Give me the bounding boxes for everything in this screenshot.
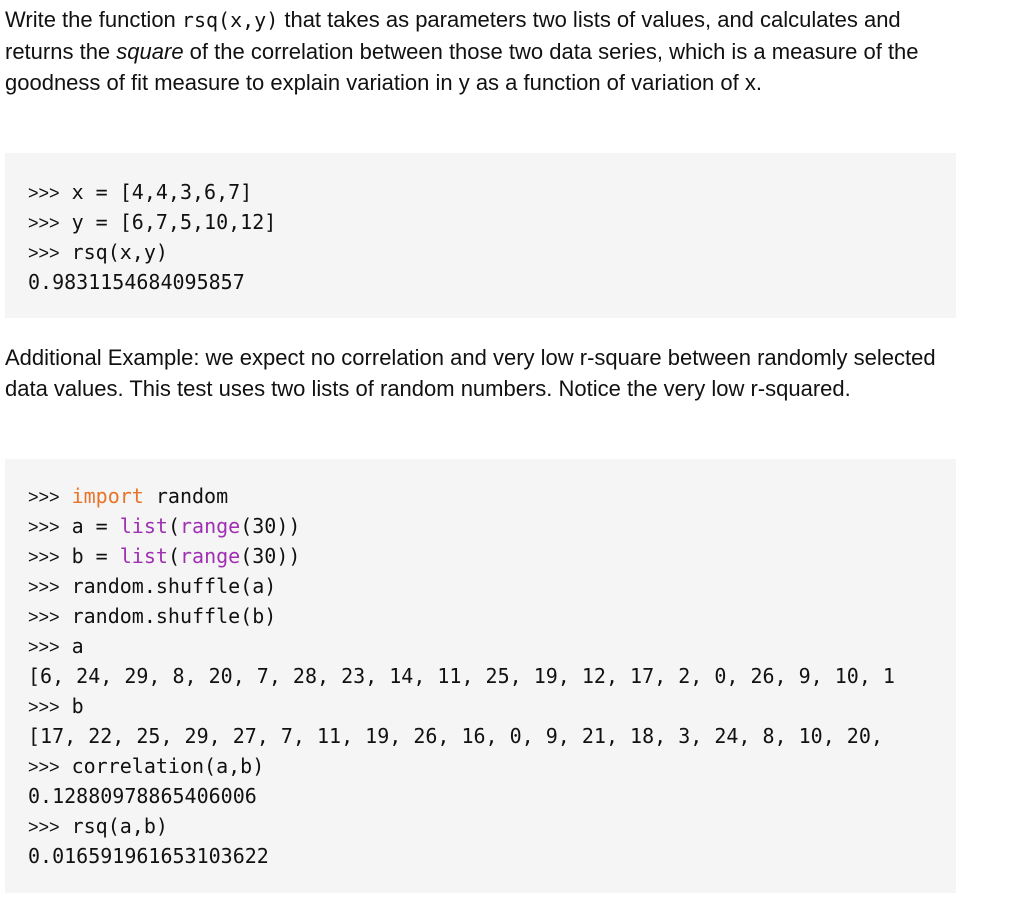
- code-text: (: [167, 514, 180, 538]
- code-line: [28, 481, 228, 512]
- code-text: (30)): [240, 514, 301, 538]
- code-line: [28, 511, 300, 542]
- prompt: >>>: [28, 183, 60, 203]
- prompt: >>>: [28, 607, 60, 627]
- code-text: a: [59, 634, 84, 658]
- code-line: [28, 541, 300, 572]
- prompt: >>>: [28, 517, 60, 537]
- code-line: [28, 571, 276, 602]
- prompt: >>>: [28, 213, 60, 233]
- code-output: [17, 22, 25, 29, 27, 7, 11, 19, 26, 16, 0, 9, 21, 18, 3, 24, 8, 10, 20,: [28, 724, 883, 748]
- import-keyword: import: [71, 484, 144, 508]
- code-line: [28, 237, 168, 268]
- code-output: 0.12880978865406006: [28, 784, 257, 808]
- code-output: 0.9831154684095857: [28, 270, 245, 294]
- code-line: [28, 631, 84, 662]
- code-text: b =: [59, 544, 120, 568]
- code-text: rsq(x,y): [59, 240, 168, 264]
- code-line: [28, 691, 84, 722]
- prompt: >>>: [28, 637, 60, 657]
- range-builtin: range: [179, 544, 241, 568]
- prompt: >>>: [28, 577, 60, 597]
- code-line: [28, 207, 276, 238]
- code-line: [28, 751, 264, 782]
- code-text: rsq(a,b): [59, 814, 168, 838]
- prompt: >>>: [28, 817, 60, 837]
- code-line: [28, 811, 168, 842]
- code-text: (30)): [240, 544, 301, 568]
- random-example-code-block: [5, 459, 956, 893]
- emphasis-square: square: [116, 39, 184, 64]
- prompt: >>>: [28, 243, 60, 263]
- code-text: a =: [59, 514, 120, 538]
- description-prefix: Write the function: [5, 7, 182, 32]
- prompt: >>>: [28, 487, 60, 507]
- list-builtin: list: [119, 544, 168, 568]
- code-line: [28, 177, 252, 208]
- code-text: y = [6,7,5,10,12]: [59, 210, 277, 234]
- code-text: x = [4,4,3,6,7]: [59, 180, 253, 204]
- code-text: (: [167, 544, 180, 568]
- code-output: 0.016591961653103622: [28, 844, 269, 868]
- prompt: >>>: [28, 757, 60, 777]
- code-text: b: [59, 694, 84, 718]
- description-middle: that takes as parameters two lists of values, and calculates and returns the: [5, 7, 901, 64]
- list-builtin: list: [119, 514, 168, 538]
- code-output: [6, 24, 29, 8, 20, 7, 28, 23, 14, 11, 25, 19, 12, 17, 2, 0, 26, 9, 10, 1: [28, 664, 895, 688]
- range-builtin: range: [179, 514, 241, 538]
- code-text: correlation(a,b): [59, 754, 265, 778]
- example-code-block: [5, 153, 956, 318]
- prompt: >>>: [28, 547, 60, 567]
- code-text: random: [143, 484, 229, 508]
- problem-description: [5, 4, 955, 98]
- code-line: [28, 601, 276, 632]
- additional-example-description: Additional Example: we expect no correlation and very low r-square between randomly selected data values. This test uses two lists of random numbers. Notice the very low r-squared.: [5, 345, 936, 401]
- code-text: random.shuffle(a): [59, 574, 277, 598]
- function-signature: rsq(x,y): [181, 8, 279, 32]
- prompt: >>>: [28, 697, 60, 717]
- code-text: random.shuffle(b): [59, 604, 277, 628]
- description-suffix: of the correlation between those two data series, which is a measure of the goodness of fit measure to explain variation in y as a function of variation of x.: [5, 39, 919, 95]
